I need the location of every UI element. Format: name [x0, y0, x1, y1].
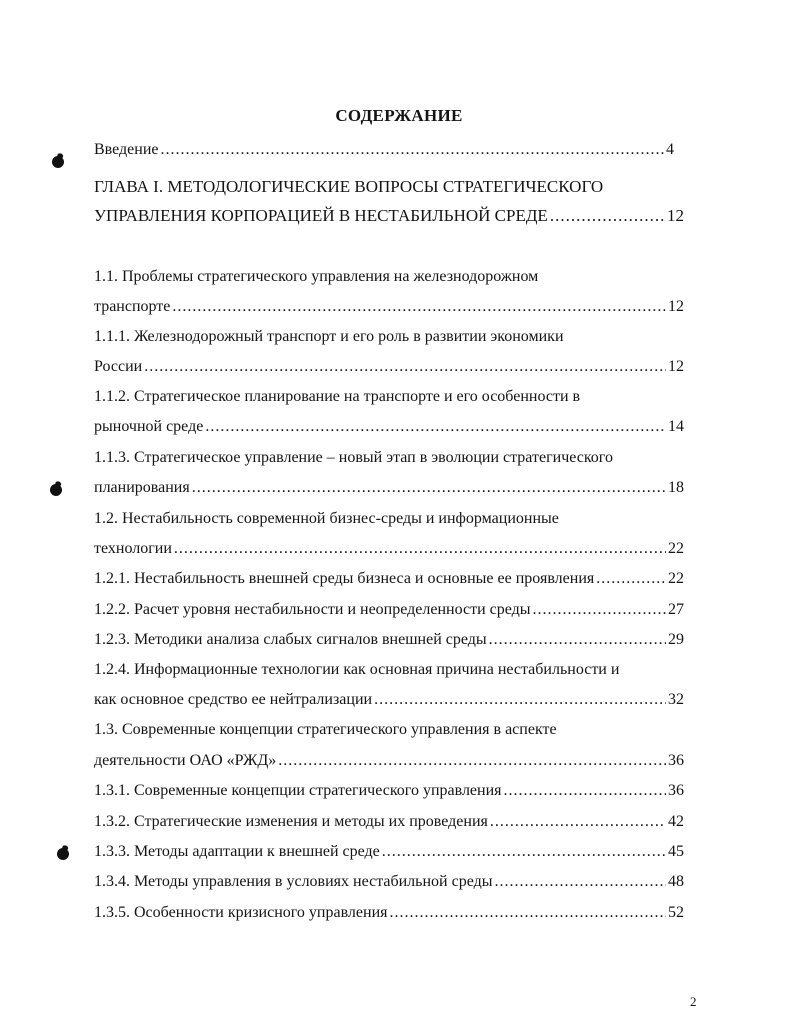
toc-page-number: 48	[668, 873, 684, 890]
toc-entry-text: 1.1.2. Стратегическое планирование на транспорте и его особенности в	[94, 388, 581, 405]
toc-entry-1-1-1-line2	[94, 357, 684, 377]
toc-entry-text: 1.3.1. Современные концепции стратегического управления	[94, 782, 502, 799]
toc-entry-text: 1.2.2. Расчет уровня нестабильности и неопределенности среды	[94, 601, 531, 618]
dot-leader	[390, 903, 667, 923]
toc-entry-1-1-line1	[94, 267, 684, 287]
dot-leader	[144, 357, 666, 377]
toc-entry-1-3-4	[94, 872, 684, 892]
toc-page-number: 14	[668, 418, 684, 435]
toc-entry-1-3-line1	[94, 720, 684, 740]
dot-leader	[192, 478, 666, 498]
dot-leader	[161, 140, 665, 160]
toc-entry-1-2-3	[94, 630, 684, 650]
toc-entry-text: 1.2.1. Нестабильность внешней среды бизнеса и основные ее проявления	[94, 570, 595, 587]
toc-page-number: 36	[668, 752, 684, 769]
toc-entry-text: 1.2.4. Информационные технологии как основная причина нестабильности и	[94, 661, 620, 678]
binding-mark	[55, 846, 70, 861]
toc-entry-1-3-3	[94, 842, 684, 862]
dot-leader	[382, 842, 666, 862]
page-title: СОДЕРЖАНИЕ	[335, 106, 463, 125]
dot-leader	[533, 600, 666, 620]
dot-leader	[172, 297, 666, 317]
toc-entry-text: рыночной среде	[94, 418, 204, 435]
toc-entry-text: 1.3. Современные концепции стратегического управления в аспекте	[94, 721, 557, 738]
toc-entry-text: транспорте	[94, 298, 171, 315]
toc-entry-text: 1.2.3. Методики анализа слабых сигналов внешней среды	[94, 631, 487, 648]
dot-leader	[278, 751, 666, 771]
toc-entry-1-2-line2	[94, 539, 684, 559]
toc-chapter-1-line2	[94, 206, 684, 226]
toc-entry-1-1-2-line2	[94, 417, 684, 437]
dot-leader	[550, 206, 665, 226]
toc-entry-1-3-1	[94, 781, 684, 801]
toc-page-number: 22	[668, 540, 684, 557]
toc-entry-text: как основное средство ее нейтрализации	[94, 691, 373, 708]
binding-mark	[48, 482, 63, 497]
toc-page-number: 42	[668, 813, 684, 830]
toc-page-number: 18	[668, 479, 684, 496]
toc-entry-text: 1.1. Проблемы стратегического управления на железнодорожном	[94, 268, 539, 285]
toc-entry-1-3-line2	[94, 751, 684, 771]
page-number: 2	[690, 994, 697, 1009]
toc-entry-1-1-1-line1	[94, 327, 684, 347]
toc-entry-1-3-5	[94, 903, 684, 923]
toc-entry-1-2-1	[94, 569, 684, 589]
toc-entry-1-1-3-line1	[94, 448, 684, 468]
toc-entry-1-1-line2	[94, 297, 684, 317]
toc-entry-text: 1.3.2. Стратегические изменения и методы их проведения	[94, 813, 488, 830]
toc-chapter-1-line1	[94, 177, 684, 197]
toc-page-number: 52	[668, 904, 684, 921]
toc-page-number: 29	[668, 631, 684, 648]
toc-entry-text: России	[94, 358, 143, 375]
toc-entry-text: 1.3.3. Методы адаптации к внешней среде	[94, 843, 380, 860]
toc-entry-text: УПРАВЛЕНИЯ КОРПОРАЦИЕЙ В НЕСТАБИЛЬНОЙ СРЕДЕ	[94, 206, 548, 225]
toc-page-number: 32	[668, 691, 684, 708]
toc-entry-1-1-3-line2	[94, 478, 684, 498]
toc-entry-1-3-2	[94, 812, 684, 832]
toc-page-number: 12	[668, 358, 684, 375]
toc-entry-text: 1.1.3. Стратегическое управление – новый этап в эволюции стратегического	[94, 449, 613, 466]
toc-entry-text: 1.3.5. Особенности кризисного управления	[94, 904, 388, 921]
toc-entry-1-2-line1	[94, 509, 684, 529]
toc-entry-text: 1.1.1. Железнодорожный транспорт и его роль в развитии экономики	[94, 328, 564, 345]
toc-entry-1-2-2	[94, 600, 684, 620]
dot-leader	[504, 781, 666, 801]
toc-entry-text: 1.3.4. Методы управления в условиях нестабильной среды	[94, 873, 493, 890]
dot-leader	[596, 569, 666, 589]
dot-leader	[489, 630, 666, 650]
toc-entry-text: планирования	[94, 479, 190, 496]
toc-entry-text: ГЛАВА I. МЕТОДОЛОГИЧЕСКИЕ ВОПРОСЫ СТРАТЕГИЧЕСКОГО	[94, 177, 604, 196]
toc-page-number: 27	[668, 601, 684, 618]
toc-entry-text: технологии	[94, 540, 172, 557]
toc-entry-1-2-4-line1	[94, 660, 694, 680]
toc-page-number: 36	[668, 782, 684, 799]
toc-entry-intro	[94, 140, 674, 160]
dot-leader	[174, 539, 666, 559]
toc-entry-text: деятельности ОАО «РЖД»	[94, 752, 277, 769]
toc-entry-1-2-4-line2	[94, 690, 684, 710]
toc-page-number: 12	[668, 298, 684, 315]
toc-page-number: 45	[668, 843, 684, 860]
dot-leader	[490, 812, 666, 832]
toc-page-number: 4	[666, 141, 674, 158]
toc-entry-1-1-2-line1	[94, 387, 684, 407]
toc-entry-text: 1.2. Нестабильность современной бизнес-среды и информационные	[94, 510, 559, 527]
binding-mark	[50, 154, 65, 169]
toc-entry-text: Введение	[94, 141, 159, 158]
dot-leader	[205, 417, 666, 437]
toc-page-number: 12	[667, 206, 684, 225]
dot-leader	[494, 872, 666, 892]
toc-page-number: 22	[668, 570, 684, 587]
dot-leader	[374, 690, 666, 710]
